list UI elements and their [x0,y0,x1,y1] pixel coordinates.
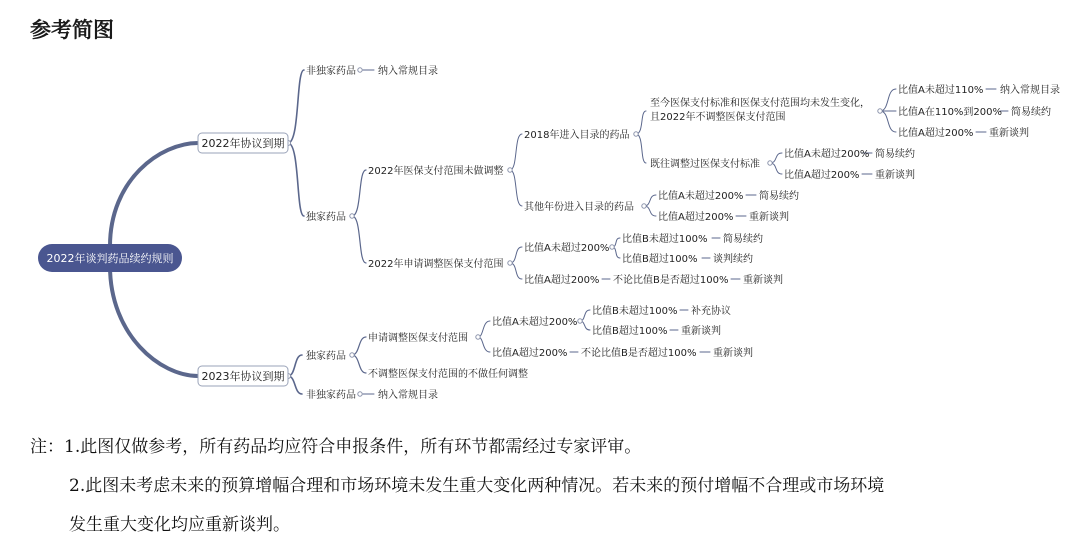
mind-map-connectors [110,70,1008,394]
node-dots [286,68,883,396]
leaf-u2: 比值A在110%到200% [898,107,1003,118]
connector-root-2022 [110,143,198,246]
connector-apply-p2 [510,263,522,279]
node-q1: 比值A未超过200% [492,317,578,328]
node-unchanged-line1: 至今医保支付标准和医保支付范围均未发生变化， [650,98,870,109]
leaf-p1b1: 比值B未超过100% [622,234,708,245]
node-apply-adjust: 2022年申请调整医保支付范围 [368,259,504,270]
connector-2018-unchanged [636,111,646,134]
leaf-q1b1-result: 补充协议 [691,306,731,317]
node-q2: 比值A超过200% [492,348,568,359]
leaf-u2-result: 简易续约 [1011,107,1051,118]
connector-apply-p1 [510,247,522,263]
leaf-u3: 比值A超过200% [898,128,974,139]
connector-2023excl-apply [352,337,366,355]
node-2022-no-adjust: 2022年医保支付范围未做调整 [368,166,504,177]
leaf-p1b1-result: 简易续约 [723,234,763,245]
note-line-3: 发生重大变化均应重新谈判。 [69,515,290,535]
leaf-o2-result: 重新谈判 [749,212,789,223]
leaf-u3-result: 重新谈判 [989,128,1029,139]
node-2023-label: 2023年协议到期 [201,370,285,383]
node-2022-nonexclusive: 非独家药品 [306,66,356,77]
connector-2023-nonexcl [288,376,302,394]
connector-noadjust-other [510,170,522,206]
leaf-p2-result: 重新谈判 [743,275,783,286]
connector-noadjust-2018 [510,134,522,170]
connector-root-2023 [110,266,198,376]
leaf-u1: 比值A未超过110% [898,85,984,96]
leaf-2023-nonexclusive-result: 纳入常规目录 [378,390,438,401]
connector-unchanged-u1 [880,89,896,111]
node-2023-nonexclusive: 非独家药品 [306,390,356,401]
node-2022-exclusive: 独家药品 [306,212,346,223]
node-2023-apply-adjust: 申请调整医保支付范围 [368,333,468,344]
note-line-1: 注：1.此图仅做参考，所有药品均应符合申报条件，所有环节都需经过专家评审。 [30,437,642,457]
root-node-label: 2022年谈判药品续约规则 [46,252,174,265]
node-2023-no-adjust: 不调整医保支付范围的不做任何调整 [368,369,528,380]
connector-apply2-q1 [478,321,490,337]
leaf-a1-result: 简易续约 [875,149,915,160]
connector-excl-apply [352,216,366,263]
leaf-o1: 比值A未超过200% [658,191,744,202]
leaf-u1-result: 纳入常规目录 [1000,85,1060,96]
leaf-2022-nonexclusive-result: 纳入常规目录 [378,66,438,77]
connector-2023excl-noadjust [352,355,366,373]
page-title: 参考简图 [30,18,114,42]
leaf-p1b2: 比值B超过100% [622,254,698,265]
node-2022-label: 2022年协议到期 [201,137,285,150]
leaf-q1b1: 比值B未超过100% [592,306,678,317]
connector-2018-adjusted [636,134,646,163]
node-other-years: 其他年份进入目录的药品 [524,202,634,213]
leaf-q1b2-result: 重新谈判 [681,326,721,337]
connector-unchanged-u3 [880,111,896,132]
node-2018-drugs: 2018年进入目录的药品 [524,130,630,141]
connector-2022-excl [288,143,304,216]
node-p1: 比值A未超过200% [524,243,610,254]
leaf-q2-result: 重新谈判 [713,348,753,359]
leaf-o2: 比值A超过200% [658,212,734,223]
leaf-a1: 比值A未超过200% [784,149,870,160]
node-p2: 比值A超过200% [524,275,600,286]
leaf-a2-result: 重新谈判 [875,170,915,181]
leaf-q2b: 不论比值B是否超过100% [581,348,697,359]
node-adjusted: 既往调整过医保支付标准 [650,159,760,170]
leaf-p2b: 不论比值B是否超过100% [613,275,729,286]
leaf-p1b2-result: 谈判续约 [713,254,753,265]
leaf-o1-result: 简易续约 [759,191,799,202]
node-2023-exclusive: 独家药品 [306,351,346,362]
node-unchanged-line2: 且2022年不调整医保支付范围 [650,112,786,123]
note-line-2: 2.此图未考虑未来的预算增幅合理和市场环境未发生重大变化两种情况。若未来的预付增幅不合理或市场环境 [69,476,885,496]
leaf-q1b2: 比值B超过100% [592,326,668,337]
connector-2022-nonexcl [288,70,304,143]
leaf-a2: 比值A超过200% [784,170,860,181]
connector-2023-excl [288,355,302,376]
connector-apply2-q2 [478,337,490,352]
connector-excl-noadjust [352,170,366,216]
